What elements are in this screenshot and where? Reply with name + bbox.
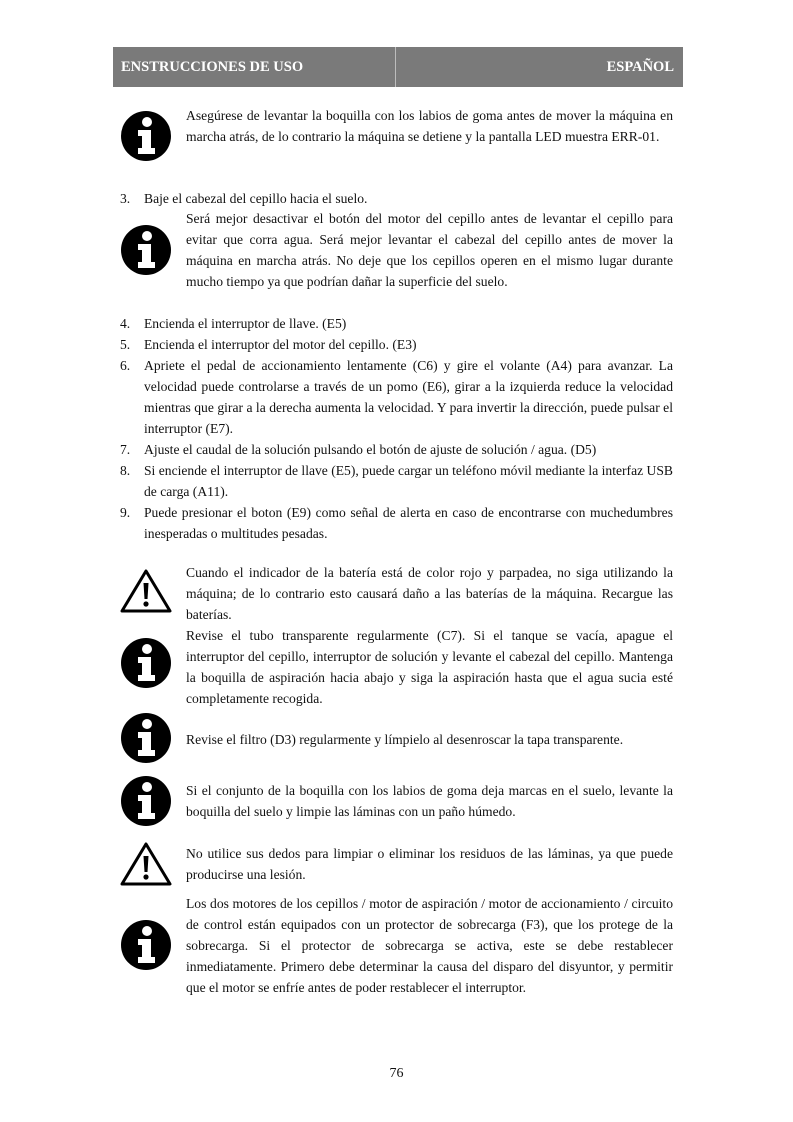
- step-number: 6.: [120, 358, 131, 373]
- info-note-tube: Revise el tubo transparente regularmente (C7). Si el tanque se vacía, apague el interruptor del cepillo, interruptor de solución y levante el cabezal del cepillo. Mantenga la boquilla de aspiración hacia abajo y siga la aspiración hasta que el agua sucia esté completamente recogida.: [186, 628, 673, 706]
- step-number: 5.: [120, 337, 131, 352]
- info-note-nozzle: Si el conjunto de la boquilla con los labios de goma deja marcas en el suelo, levante la boquilla del suelo y limpie las láminas con un paño húmedo.: [186, 783, 673, 819]
- info-icon: [120, 712, 172, 764]
- step-3: [120, 188, 367, 209]
- header-language: ESPAÑOL: [606, 58, 674, 75]
- step-text: Encienda el interruptor del motor del cepillo. (E3): [144, 337, 417, 352]
- list-item: [120, 313, 673, 334]
- list-item: [120, 355, 673, 439]
- step-text: Encienda el interruptor de llave. (E5): [144, 316, 347, 331]
- list-item: [120, 502, 673, 544]
- page-number: 76: [389, 1066, 404, 1081]
- warning-icon: [120, 568, 172, 614]
- step-number: 9.: [120, 505, 131, 520]
- info-icon: [120, 224, 172, 276]
- list-item: [120, 439, 673, 460]
- step-number: 3.: [120, 191, 131, 206]
- info-note-overload: Los dos motores de los cepillos / motor de aspiración / motor de accionamiento / circuito de control están equipados con un protector de sobrecarga (F3), que los protege de la sobrecarga. Si el protector de sobrecarga se activa, este se debe restablecer inmediatamente. Primero debe determinar la causa del disparo del disyuntor, y permitir que el motor se enfríe antes de poder restablecer el interruptor.: [186, 896, 673, 995]
- info-icon: [120, 775, 172, 827]
- steps-list: [120, 313, 673, 544]
- info-note-reverse: Asegúrese de levantar la boquilla con los labios de goma antes de mover la máquina en marcha atrás, de lo contrario la máquina se detiene y la pantalla LED muestra ERR-01.: [186, 108, 673, 144]
- info-note-filter: Revise el filtro (D3) regularmente y límpielo al desenroscar la tapa transparente.: [186, 732, 624, 747]
- list-item: [120, 460, 673, 502]
- warning-battery: Cuando el indicador de la batería está de color rojo y parpadea, no siga utilizando la máquina; de lo contrario esto causará daño a las baterías de la máquina. Recargue las baterías.: [186, 565, 673, 622]
- step-text: Ajuste el caudal de la solución pulsando el botón de ajuste de solución / agua. (D5): [144, 442, 597, 457]
- step-text: Si enciende el interruptor de llave (E5), puede cargar un teléfono móvil mediante la interfaz USB de carga (A11).: [144, 463, 673, 499]
- step-text: Puede presionar el boton (E9) como señal de alerta en caso de encontrarse con muchedumbres inesperadas o multitudes pesadas.: [144, 505, 673, 541]
- header-title: ENSTRUCCIONES DE USO: [113, 47, 396, 87]
- list-item: [120, 334, 673, 355]
- warning-icon: [120, 841, 172, 887]
- info-icon: [120, 637, 172, 689]
- step-text: Apriete el pedal de accionamiento lentamente (C6) y gire el volante (A4) para avanzar. La velocidad puede controlarse a través de un pomo (E6), girar a la izquierda reduce la velocidad mientras que girar a la derecha aumenta la velocidad. Y para invertir la dirección, puede pulsar el interruptor (E7).: [144, 358, 673, 436]
- warning-fingers: No utilice sus dedos para limpiar o eliminar los residuos de las láminas, ya que puede producirse una lesión.: [186, 846, 673, 882]
- info-note-brush: Será mejor desactivar el botón del motor del cepillo antes de levantar el cepillo para evitar que corra agua. Será mejor levantar el cabezal del cepillo antes de mover la máquina en marcha atrás. No deje que los cepillos operen en el mismo lugar durante mucho tiempo ya que podrían dañar la superficie del suelo.: [186, 211, 673, 289]
- step-number: 8.: [120, 463, 131, 478]
- step-number: 7.: [120, 442, 131, 457]
- step-number: 4.: [120, 316, 131, 331]
- step-text: Baje el cabezal del cepillo hacia el suelo.: [144, 191, 368, 206]
- page-header: [113, 47, 683, 87]
- info-icon: [120, 110, 172, 162]
- info-icon: [120, 919, 172, 971]
